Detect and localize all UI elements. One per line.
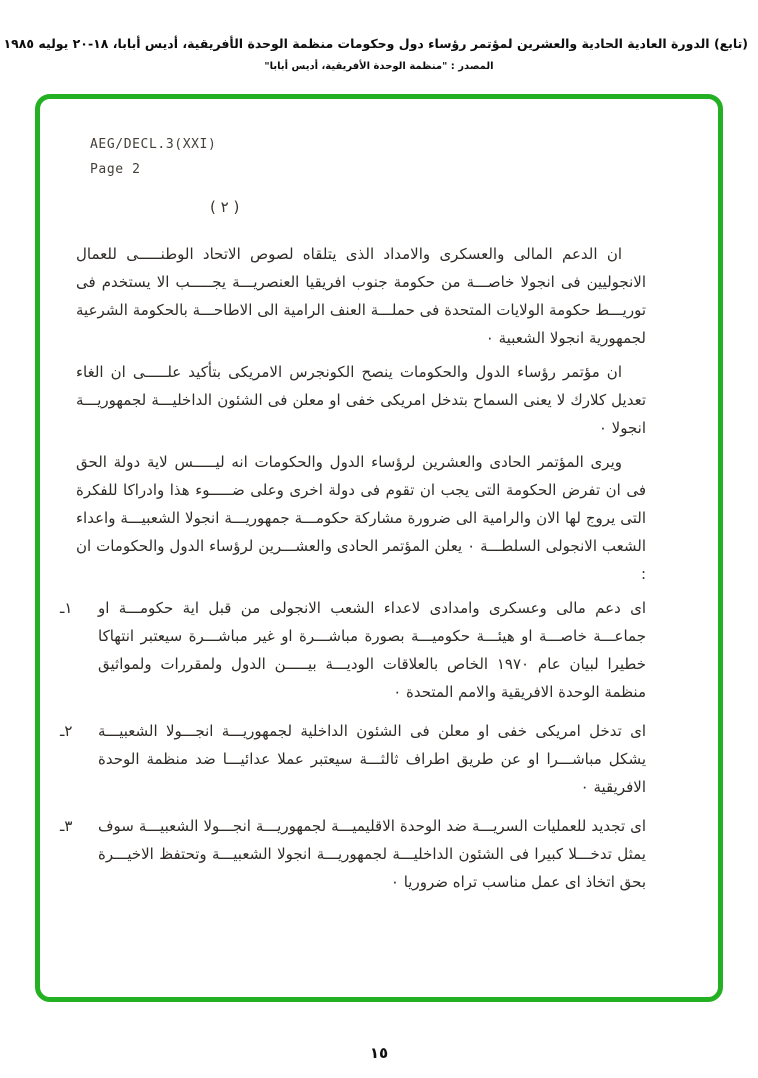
doc-body — [60, 240, 646, 907]
item-text: اى دعم مالى وعسكرى وامدادى لاعداء الشعب الانجولى من قبل اية حكومـــة او جماعـــة خاصـــة او هيئـــة حكوميـــة بصورة مباشـــرة او غير مباشـــرة سيعتبر انتهاكا خطيرا لبيان عام ١٩٧٠ الخاص بالعلاقات الوديـــة بيـــــن الدول ولمقررات ولمواثيق منظمة الوحدة الافريقية والامم المتحدة ٠ — [98, 599, 646, 701]
paragraph-2: ان مؤتمر رؤساء الدول والحكومات ينصح الكونجرس الامريكى بتأكيد علـــــى ان الغاء تعديل كلارك لا يعنى السماح بتدخل امريكى خفى او معلن فى الشئون الداخليـــة لجمهوريـــة انجولا ٠ — [76, 363, 646, 437]
item-number: ٢ـ — [60, 722, 73, 740]
section-number: ( ٢ ) — [210, 198, 240, 216]
page-header — [0, 0, 758, 72]
item-number: ٣ـ — [60, 817, 73, 835]
header-source: المصدر : "منظمة الوحدة الأفريقية، أديس أبابا" — [264, 61, 494, 72]
item-number: ١ـ — [60, 599, 73, 617]
page-footer — [0, 1044, 758, 1062]
doc-page-label: Page 2 — [90, 162, 141, 178]
numbered-list — [60, 594, 646, 896]
list-item-2 — [60, 717, 646, 801]
footer-page-number: ١٥ — [369, 1044, 389, 1062]
list-item-1 — [60, 594, 646, 706]
document-frame — [35, 94, 723, 1002]
doc-reference-block — [90, 137, 216, 179]
header-title: (تابع) الدورة العادية الحادية والعشرين لمؤتمر رؤساء دول وحكومات منظمة الوحدة الأفريقية، أديس أبابا، ١٨-٢٠ يوليه ١٩٨٥ — [3, 36, 748, 51]
list-item-3 — [60, 812, 646, 896]
paragraph-3: ويرى المؤتمر الحادى والعشرين لرؤساء الدول والحكومات انه ليـــــس لاية دولة الحق فى ان تفرض الحكومة التى يجب ان تقوم فى دولة اخرى وعلى ضـــــوء هذا وادراكا للفكرة التى يروج لها الان والرامية الى ضرورة مشاركة حكومـــة جمهوريـــة انجولا الشعبيـــة واعداء الشعب الانجولى السلطـــة ٠ يعلن المؤتمر الحادى والعشـــرين لرؤساء الدول والحكومات ان : — [76, 453, 646, 583]
item-text: اى تدخل امريكى خفى او معلن فى الشئون الداخلية لجمهوريـــة انجـــولا الشعبيـــة يشكل مباشـــرا او عن طريق اطراف ثالثـــة سيعتبر عملا عدائيـــا ضد منظمة الوحدة الافريقية ٠ — [98, 722, 646, 796]
paragraph-1: ان الدعم المالى والعسكرى والامداد الذى يتلقاه لصوص الاتحاد الوطنـــــى للعمال الانجوليين فى انجولا خاصـــة من حكومة جنوب افريقيا العنصريـــة يجـــــب الا يستخدم فى توريـــط حكومة الولايات المتحدة فى حملـــة العنف الرامية الى الاطاحـــة بالحكومة الشرعية لجمهورية انجولا الشعبية ٠ — [76, 245, 646, 347]
item-text: اى تجديد للعمليات السريـــة ضد الوحدة الاقليميـــة لجمهوريـــة انجـــولا الشعبيـــة سوف يمثل تدخـــلا كبيرا فى الشئون الداخليـــة لجمهوريـــة انجولا الشعبيـــة وتحتفظ الاخيـــرة بحق اتخاذ اى عمل مناسب تراه ضروريا ٠ — [98, 817, 646, 891]
doc-reference: AEG/DECL.3(XXI) — [90, 137, 217, 152]
